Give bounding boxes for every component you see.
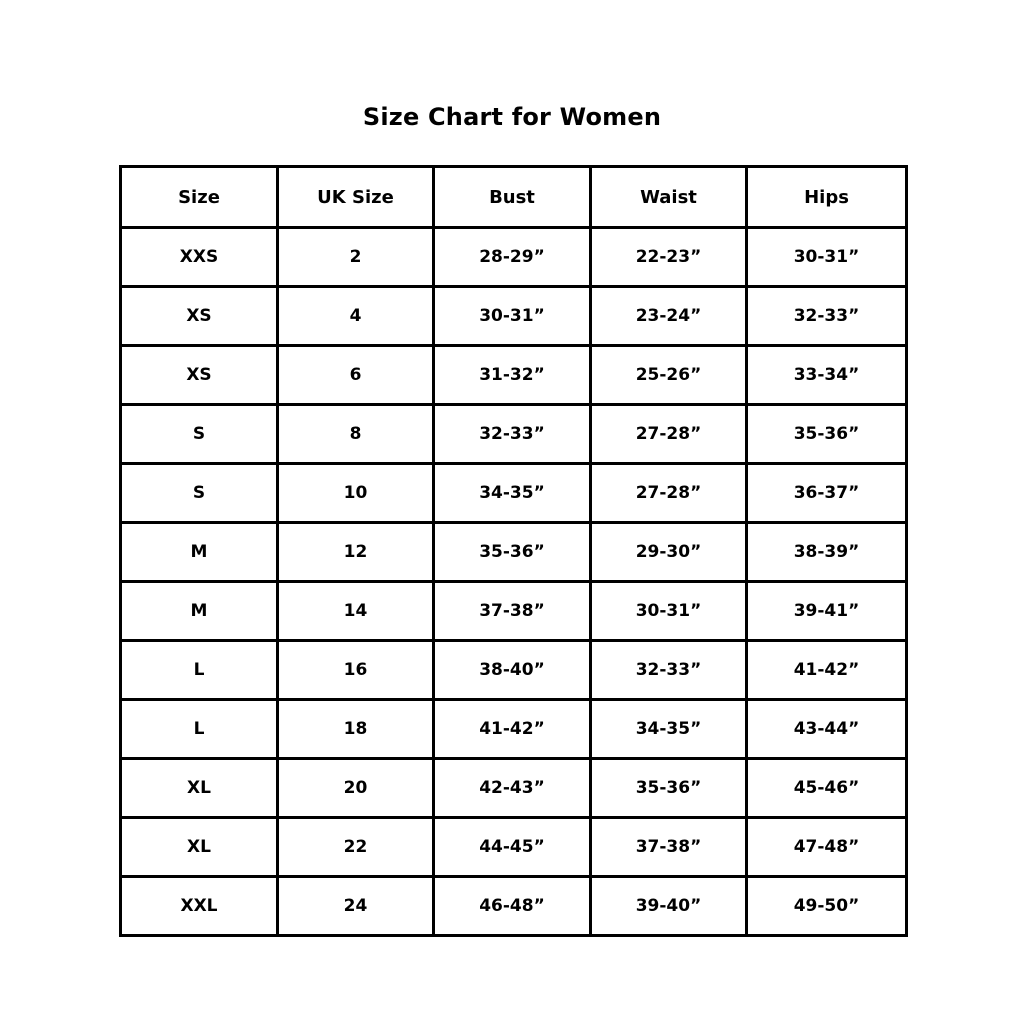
- table-row: [121, 582, 907, 641]
- cell-bust: 30-31”: [434, 287, 591, 346]
- table-row: [121, 700, 907, 759]
- table-row: [121, 523, 907, 582]
- column-header-waist: Waist: [591, 167, 747, 228]
- cell-hips: 35-36”: [747, 405, 907, 464]
- cell-size: XXL: [121, 877, 278, 936]
- column-header-uk-size: UK Size: [278, 167, 434, 228]
- cell-size: S: [121, 464, 278, 523]
- cell-bust: 35-36”: [434, 523, 591, 582]
- cell-size: XL: [121, 818, 278, 877]
- cell-waist: 37-38”: [591, 818, 747, 877]
- page-title: Size Chart for Women: [362, 103, 662, 131]
- table-row: [121, 759, 907, 818]
- cell-size: L: [121, 641, 278, 700]
- table-row: [121, 818, 907, 877]
- cell-uk-size: 8: [278, 405, 434, 464]
- table-body: [121, 228, 907, 936]
- cell-bust: 42-43”: [434, 759, 591, 818]
- cell-size: M: [121, 582, 278, 641]
- cell-uk-size: 24: [278, 877, 434, 936]
- cell-hips: 30-31”: [747, 228, 907, 287]
- table-header-row: [121, 167, 907, 228]
- cell-waist: 27-28”: [591, 464, 747, 523]
- cell-waist: 39-40”: [591, 877, 747, 936]
- cell-waist: 27-28”: [591, 405, 747, 464]
- column-header-size: Size: [121, 167, 278, 228]
- cell-waist: 25-26”: [591, 346, 747, 405]
- table-row: [121, 228, 907, 287]
- cell-uk-size: 14: [278, 582, 434, 641]
- cell-waist: 23-24”: [591, 287, 747, 346]
- column-header-hips: Hips: [747, 167, 907, 228]
- cell-waist: 34-35”: [591, 700, 747, 759]
- table-row: [121, 641, 907, 700]
- cell-size: S: [121, 405, 278, 464]
- cell-size: L: [121, 700, 278, 759]
- cell-uk-size: 20: [278, 759, 434, 818]
- size-table-container: [119, 165, 905, 937]
- cell-hips: 38-39”: [747, 523, 907, 582]
- cell-bust: 38-40”: [434, 641, 591, 700]
- cell-size: XXS: [121, 228, 278, 287]
- cell-hips: 39-41”: [747, 582, 907, 641]
- cell-bust: 34-35”: [434, 464, 591, 523]
- cell-bust: 37-38”: [434, 582, 591, 641]
- cell-uk-size: 10: [278, 464, 434, 523]
- cell-size: XS: [121, 346, 278, 405]
- cell-size: XL: [121, 759, 278, 818]
- cell-waist: 32-33”: [591, 641, 747, 700]
- cell-uk-size: 16: [278, 641, 434, 700]
- cell-hips: 33-34”: [747, 346, 907, 405]
- table-row: [121, 405, 907, 464]
- table-row: [121, 346, 907, 405]
- cell-hips: 32-33”: [747, 287, 907, 346]
- table-row: [121, 287, 907, 346]
- cell-bust: 44-45”: [434, 818, 591, 877]
- cell-bust: 41-42”: [434, 700, 591, 759]
- cell-hips: 45-46”: [747, 759, 907, 818]
- cell-size: M: [121, 523, 278, 582]
- column-header-bust: Bust: [434, 167, 591, 228]
- cell-hips: 36-37”: [747, 464, 907, 523]
- cell-bust: 28-29”: [434, 228, 591, 287]
- cell-uk-size: 2: [278, 228, 434, 287]
- table-row: [121, 877, 907, 936]
- cell-hips: 41-42”: [747, 641, 907, 700]
- cell-bust: 46-48”: [434, 877, 591, 936]
- table-row: [121, 464, 907, 523]
- cell-waist: 29-30”: [591, 523, 747, 582]
- size-table: [119, 165, 908, 937]
- cell-uk-size: 4: [278, 287, 434, 346]
- cell-waist: 30-31”: [591, 582, 747, 641]
- cell-size: XS: [121, 287, 278, 346]
- cell-bust: 32-33”: [434, 405, 591, 464]
- cell-uk-size: 6: [278, 346, 434, 405]
- cell-waist: 35-36”: [591, 759, 747, 818]
- cell-hips: 47-48”: [747, 818, 907, 877]
- table-header: [121, 167, 907, 228]
- cell-hips: 49-50”: [747, 877, 907, 936]
- cell-uk-size: 18: [278, 700, 434, 759]
- cell-uk-size: 22: [278, 818, 434, 877]
- cell-waist: 22-23”: [591, 228, 747, 287]
- cell-hips: 43-44”: [747, 700, 907, 759]
- cell-bust: 31-32”: [434, 346, 591, 405]
- cell-uk-size: 12: [278, 523, 434, 582]
